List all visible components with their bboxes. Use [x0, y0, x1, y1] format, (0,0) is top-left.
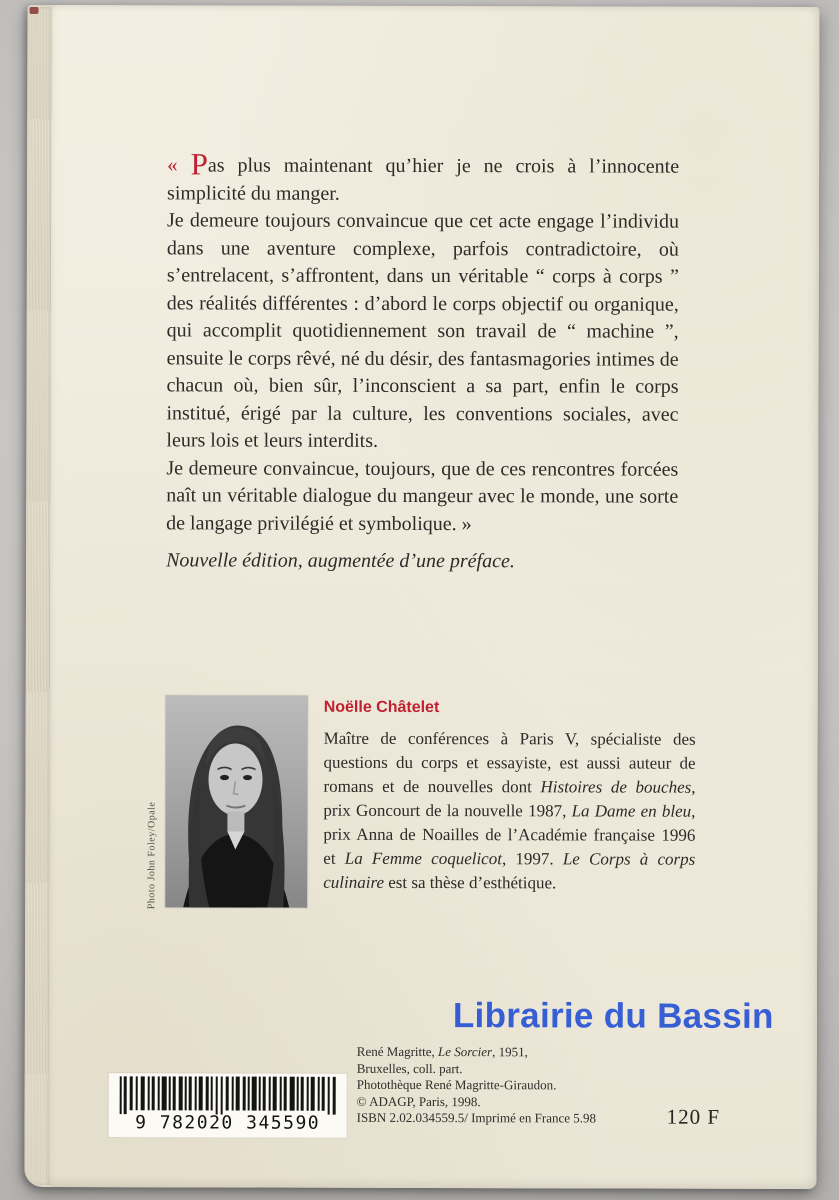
quote-paragraph-2: Je demeure toujours convaincue que cet acte engage l’individu dans une aventure complexe, parfois contradictoire, où s’entrelacent, s’affrontent, dans un véritable “ corps à corps ” des réalités différentes : d’abord le corps objectif ou organique, qui accomplit quotidiennement son travail de “ machine ”, ensuite le corps rêvé, né du désir, des fantasmagories intimes de chacun où, bien sûr, l’inconscient a sa part, enfin le corps institué, érigé par la culture, les conventions sociales, avec leurs lois et leurs interdits. — [166, 209, 680, 452]
author-bio — [323, 696, 696, 896]
book-back-cover — [48, 5, 819, 1189]
bio-segment: Maître de conférences à Paris V, spécialiste des questions du corps et essayiste, est aussi auteur de romans et de nouvelles dont — [323, 728, 696, 797]
barcode-number: 9 782020 345590 — [135, 1112, 321, 1134]
bio-book-title: Le Corps à corps culinaire — [323, 849, 696, 892]
watermark: Librairie du Bassin — [452, 996, 774, 1036]
barcode-bars — [116, 1076, 340, 1115]
bio-book-title: La Dame en bleu — [571, 801, 692, 821]
quote-text-1: as plus maintenant qu’hier je ne crois à l’innocente simplicité du manger. — [167, 154, 680, 205]
credit-line: Photothèque René Magritte-Giraudon. — [356, 1076, 557, 1093]
quote-paragraph-3: Je demeure convaincue, toujours, que de ces rencontres forcées naît un véritable dialogue du mangeur avec le monde, une sorte de langage privilégié et symbolique. » — [166, 456, 679, 535]
credit-line: Bruxelles, coll. part. — [356, 1060, 463, 1076]
barcode — [109, 1073, 347, 1138]
credit-line — [357, 1044, 657, 1061]
opening-guillemet: « — [167, 152, 178, 177]
credit-line: © ADAGP, Paris, 1998. — [356, 1093, 481, 1109]
credit-artwork-title: Le Sorcier — [438, 1044, 493, 1060]
quote-block — [166, 146, 680, 576]
bio-segment: , prix Goncourt de la nouvelle 1987, — [323, 777, 696, 821]
bio-segment: est sa thèse d’esthétique. — [383, 872, 557, 893]
bio-book-title: Histoires de bouches — [540, 777, 692, 797]
corner-mark — [30, 7, 39, 14]
author-bio-text — [323, 727, 695, 896]
bio-book-title: La Femme coquelicot — [344, 848, 502, 869]
author-portrait-illustration — [165, 695, 308, 907]
credit-line: ISBN 2.02.034559.5/ Imprimé en France 5.98 — [356, 1109, 597, 1126]
author-name: Noëlle Châtelet — [323, 698, 440, 717]
book — [24, 5, 819, 1189]
price: 120 F — [666, 1104, 721, 1129]
bio-segment: , 1997. — [501, 849, 563, 869]
dropcap-letter: P — [190, 146, 208, 182]
photo-credit: Photo John Foley/Opale — [146, 801, 158, 910]
credit-segment: René Magritte, — [356, 1043, 439, 1060]
author-photo — [165, 695, 308, 907]
edition-note: Nouvelle édition, augmentée d’une préface. — [166, 549, 515, 573]
credits-block — [357, 1044, 657, 1127]
credit-segment: , 1951, — [492, 1044, 528, 1060]
bio-segment: , prix Anna de Noailles de l’Académie française 1996 et — [323, 801, 696, 868]
quote-paragraph-1 — [167, 146, 680, 208]
